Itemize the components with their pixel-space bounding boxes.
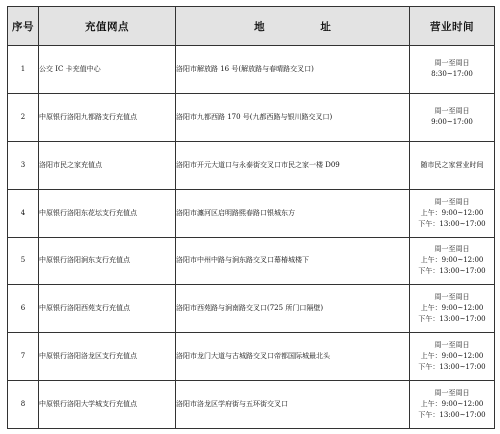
hours-line: 上午：9:00~12:00	[420, 208, 484, 217]
row-hours	[410, 381, 495, 429]
hours-line: 周一至周日	[434, 389, 470, 398]
hours-line: 下午：13:00~17:00	[418, 315, 486, 324]
row-no: 6	[8, 285, 39, 333]
hours-line: 上午：9:00~12:00	[420, 352, 484, 361]
table-row	[8, 141, 495, 189]
row-hours	[410, 189, 495, 237]
row-no: 8	[8, 381, 39, 429]
hours-line: 下午：13:00~17:00	[418, 219, 486, 228]
recharge-points-table	[7, 6, 495, 429]
row-no: 5	[8, 237, 39, 285]
row-address: 洛阳市开元大道口与永泰街交叉口市民之家一楼 D09	[176, 141, 410, 189]
table-row	[8, 93, 495, 141]
row-address: 洛阳市瀍河区启明路熙春路口银城东方	[176, 189, 410, 237]
hours-line: 周一至周日	[434, 107, 470, 116]
hours-line: 8:30~17:00	[431, 70, 473, 79]
row-name: 中原银行洛阳西苑支行充值点	[39, 285, 176, 333]
hours-line: 周一至周日	[434, 59, 470, 68]
hours-line: 周一至周日	[434, 341, 470, 350]
hours-line: 周一至周日	[434, 245, 470, 254]
row-address: 洛阳市洛龙区学府街与五环街交叉口	[176, 381, 410, 429]
row-no: 7	[8, 333, 39, 381]
table-row	[8, 46, 495, 94]
row-hours	[410, 141, 495, 189]
row-hours	[410, 333, 495, 381]
row-name: 中原银行洛阳涧东支行充值点	[39, 237, 176, 285]
row-hours	[410, 46, 495, 94]
hours-line: 上午：9:00~12:00	[420, 304, 484, 313]
hours-line: 随市民之家营业时间	[420, 160, 484, 169]
row-no: 2	[8, 93, 39, 141]
row-address: 洛阳市中州中路与涧东路交叉口幕椿城楼下	[176, 237, 410, 285]
row-name: 中原银行洛阳大学城支行充值点	[39, 381, 176, 429]
row-hours	[410, 285, 495, 333]
row-address: 洛阳市西苑路与涧南路交叉口(725 所门口隔壁)	[176, 285, 410, 333]
hours-line: 上午：9:00~12:00	[420, 400, 484, 409]
header-hours: 营业时间	[410, 7, 495, 46]
table-row	[8, 189, 495, 237]
row-name: 中原银行洛阳洛龙区支行充值点	[39, 333, 176, 381]
row-name: 公交 IC 卡充值中心	[39, 46, 176, 94]
row-name: 中原银行洛阳九都路支行充值点	[39, 93, 176, 141]
row-address: 洛阳市解放路 16 号(解放路与春晴路交叉口)	[176, 46, 410, 94]
hours-line: 周一至周日	[434, 197, 470, 206]
table-row	[8, 285, 495, 333]
hours-line: 下午：13:00~17:00	[418, 411, 486, 420]
hours-line: 下午：13:00~17:00	[418, 267, 486, 276]
row-no: 4	[8, 189, 39, 237]
row-no: 3	[8, 141, 39, 189]
row-name: 洛阳市民之家充值点	[39, 141, 176, 189]
table-row	[8, 237, 495, 285]
hours-line: 下午：13:00~17:00	[418, 363, 486, 372]
hours-line: 9:00~17:00	[431, 118, 473, 127]
row-hours	[410, 237, 495, 285]
table-header-row	[8, 7, 495, 46]
header-no: 序号	[8, 7, 39, 46]
row-no: 1	[8, 46, 39, 94]
table-row	[8, 381, 495, 429]
table-row	[8, 333, 495, 381]
row-address: 洛阳市龙门大道与古城路交叉口帝都国际城最北头	[176, 333, 410, 381]
row-name: 中原银行洛阳东花坛支行充值点	[39, 189, 176, 237]
header-address: 地 址	[176, 7, 410, 46]
hours-line: 上午：9:00~12:00	[420, 256, 484, 265]
row-address: 洛阳市九都西路 170 号(九都西路与银川路交叉口)	[176, 93, 410, 141]
hours-line: 周一至周日	[434, 293, 470, 302]
header-name: 充值网点	[39, 7, 176, 46]
row-hours	[410, 93, 495, 141]
